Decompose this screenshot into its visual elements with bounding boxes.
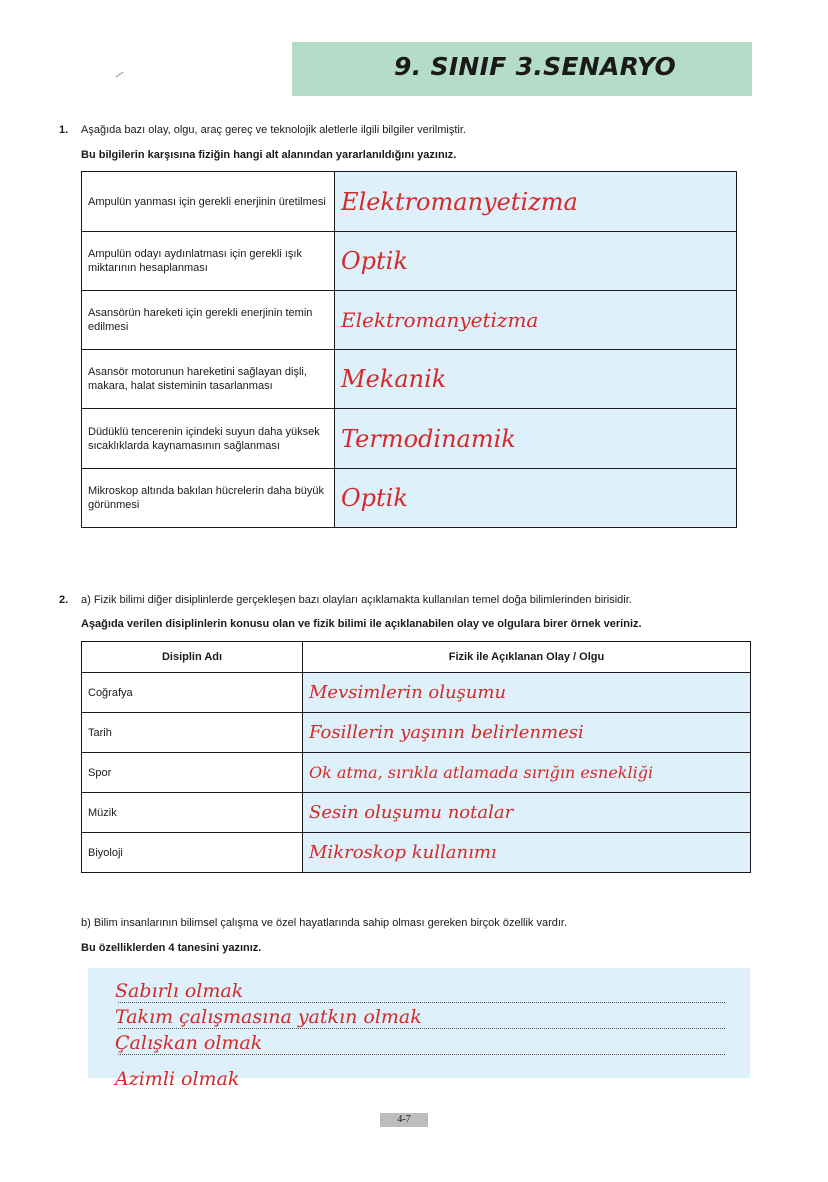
table-row xyxy=(82,713,751,753)
table-row xyxy=(82,409,737,469)
handwritten-answer: Termodinamik xyxy=(341,424,516,453)
handwritten-trait: Takım çalışmasına yatkın olmak xyxy=(115,1006,422,1028)
handwritten-answer: Sesin oluşumu notalar xyxy=(309,802,514,823)
handwritten-trait: Sabırlı olmak xyxy=(115,980,244,1002)
answer-cell[interactable] xyxy=(335,469,737,528)
column-header-discipline: Disiplin Adı xyxy=(82,642,303,673)
dotted-line xyxy=(118,1002,725,1003)
discipline-cell: Spor xyxy=(82,753,303,793)
table-row xyxy=(82,291,737,350)
question-1-instruction: Bu bilgilerin karşısına fiziğin hangi alt alanından yararlanıldığını yazınız. xyxy=(81,149,457,161)
question-cell: Ampulün yanması için gerekli enerjinin üretilmesi xyxy=(82,172,335,232)
question-cell: Ampulün odayı aydınlatması için gerekli ışık miktarının hesaplanması xyxy=(82,232,335,291)
answer-cell[interactable] xyxy=(303,753,751,793)
table-row xyxy=(82,172,737,232)
discipline-cell: Biyoloji xyxy=(82,833,303,873)
table-row xyxy=(82,232,737,291)
question-1-table xyxy=(81,171,737,528)
answer-cell[interactable] xyxy=(303,713,751,753)
table-row xyxy=(82,350,737,409)
answer-cell[interactable] xyxy=(303,793,751,833)
question-1-intro: Aşağıda bazı olay, olgu, araç gereç ve teknolojik aletlerle ilgili bilgiler verilmiştir. xyxy=(81,124,466,136)
answer-cell[interactable] xyxy=(335,409,737,469)
table-row xyxy=(82,833,751,873)
question-2a-intro: a) Fizik bilimi diğer disiplinlerde gerçekleşen bazı olayları açıklamakta kullanılan temel doğa bilimlerinden birisidir. xyxy=(81,594,632,606)
handwritten-answer: Elektromanyetizma xyxy=(341,187,578,216)
table-row xyxy=(82,793,751,833)
table-row xyxy=(82,753,751,793)
question-2b-instruction: Bu özelliklerden 4 tanesini yazınız. xyxy=(81,942,262,954)
handwritten-answer: Optik xyxy=(341,247,408,275)
handwritten-answer: Fosillerin yaşının belirlenmesi xyxy=(309,722,584,743)
column-header-event: Fizik ile Açıklanan Olay / Olgu xyxy=(303,642,751,673)
discipline-cell: Tarih xyxy=(82,713,303,753)
answer-cell[interactable] xyxy=(335,172,737,232)
question-cell: Düdüklü tencerenin içindeki suyun daha yüksek sıcaklıklarda kaynamasının sağlanması xyxy=(82,409,335,469)
dotted-line xyxy=(118,1054,725,1055)
handwritten-answer: Mekanik xyxy=(341,365,447,393)
handwritten-answer: Mevsimlerin oluşumu xyxy=(309,682,507,703)
answer-cell[interactable] xyxy=(335,350,737,409)
question-cell: Asansörün hareketi için gerekli enerjinin temin edilmesi xyxy=(82,291,335,350)
question-1-number: 1. xyxy=(59,124,69,136)
handwritten-answer: Ok atma, sırıkla atlamada sırığın esnekliği xyxy=(309,763,654,782)
handwritten-answer: Mikroskop kullanımı xyxy=(309,842,497,863)
handwritten-trait: Çalışkan olmak xyxy=(115,1032,263,1054)
stray-mark xyxy=(116,72,124,78)
table-header-row xyxy=(82,642,751,673)
header-banner xyxy=(292,42,752,96)
dotted-line xyxy=(118,1028,725,1029)
discipline-cell: Coğrafya xyxy=(82,673,303,713)
answer-cell[interactable] xyxy=(335,291,737,350)
question-2a-instruction: Aşağıda verilen disiplinlerin konusu olan ve fizik bilimi ile açıklanabilen olay ve olgulara birer örnek veriniz. xyxy=(81,618,642,630)
answer-cell[interactable] xyxy=(303,673,751,713)
answer-cell[interactable] xyxy=(303,833,751,873)
table-row xyxy=(82,469,737,528)
answer-cell[interactable] xyxy=(335,232,737,291)
question-2-table xyxy=(81,641,751,873)
question-cell: Mikroskop altında bakılan hücrelerin daha büyük görünmesi xyxy=(82,469,335,528)
handwritten-answer: Elektromanyetizma xyxy=(341,308,539,332)
question-2b-intro: b) Bilim insanlarının bilimsel çalışma ve özel hayatlarında sahip olması gereken birçok özellik vardır. xyxy=(81,917,568,929)
handwritten-trait: Azimli olmak xyxy=(115,1068,240,1090)
page-number: 4-7 xyxy=(380,1113,428,1127)
question-2-number: 2. xyxy=(59,594,69,606)
handwritten-answer: Optik xyxy=(341,484,408,512)
table-row xyxy=(82,673,751,713)
discipline-cell: Müzik xyxy=(82,793,303,833)
page-title: 9. SINIF 3.SENARYO xyxy=(394,52,676,81)
question-cell: Asansör motorunun hareketini sağlayan dişli, makara, halat sisteminin tasarlanması xyxy=(82,350,335,409)
